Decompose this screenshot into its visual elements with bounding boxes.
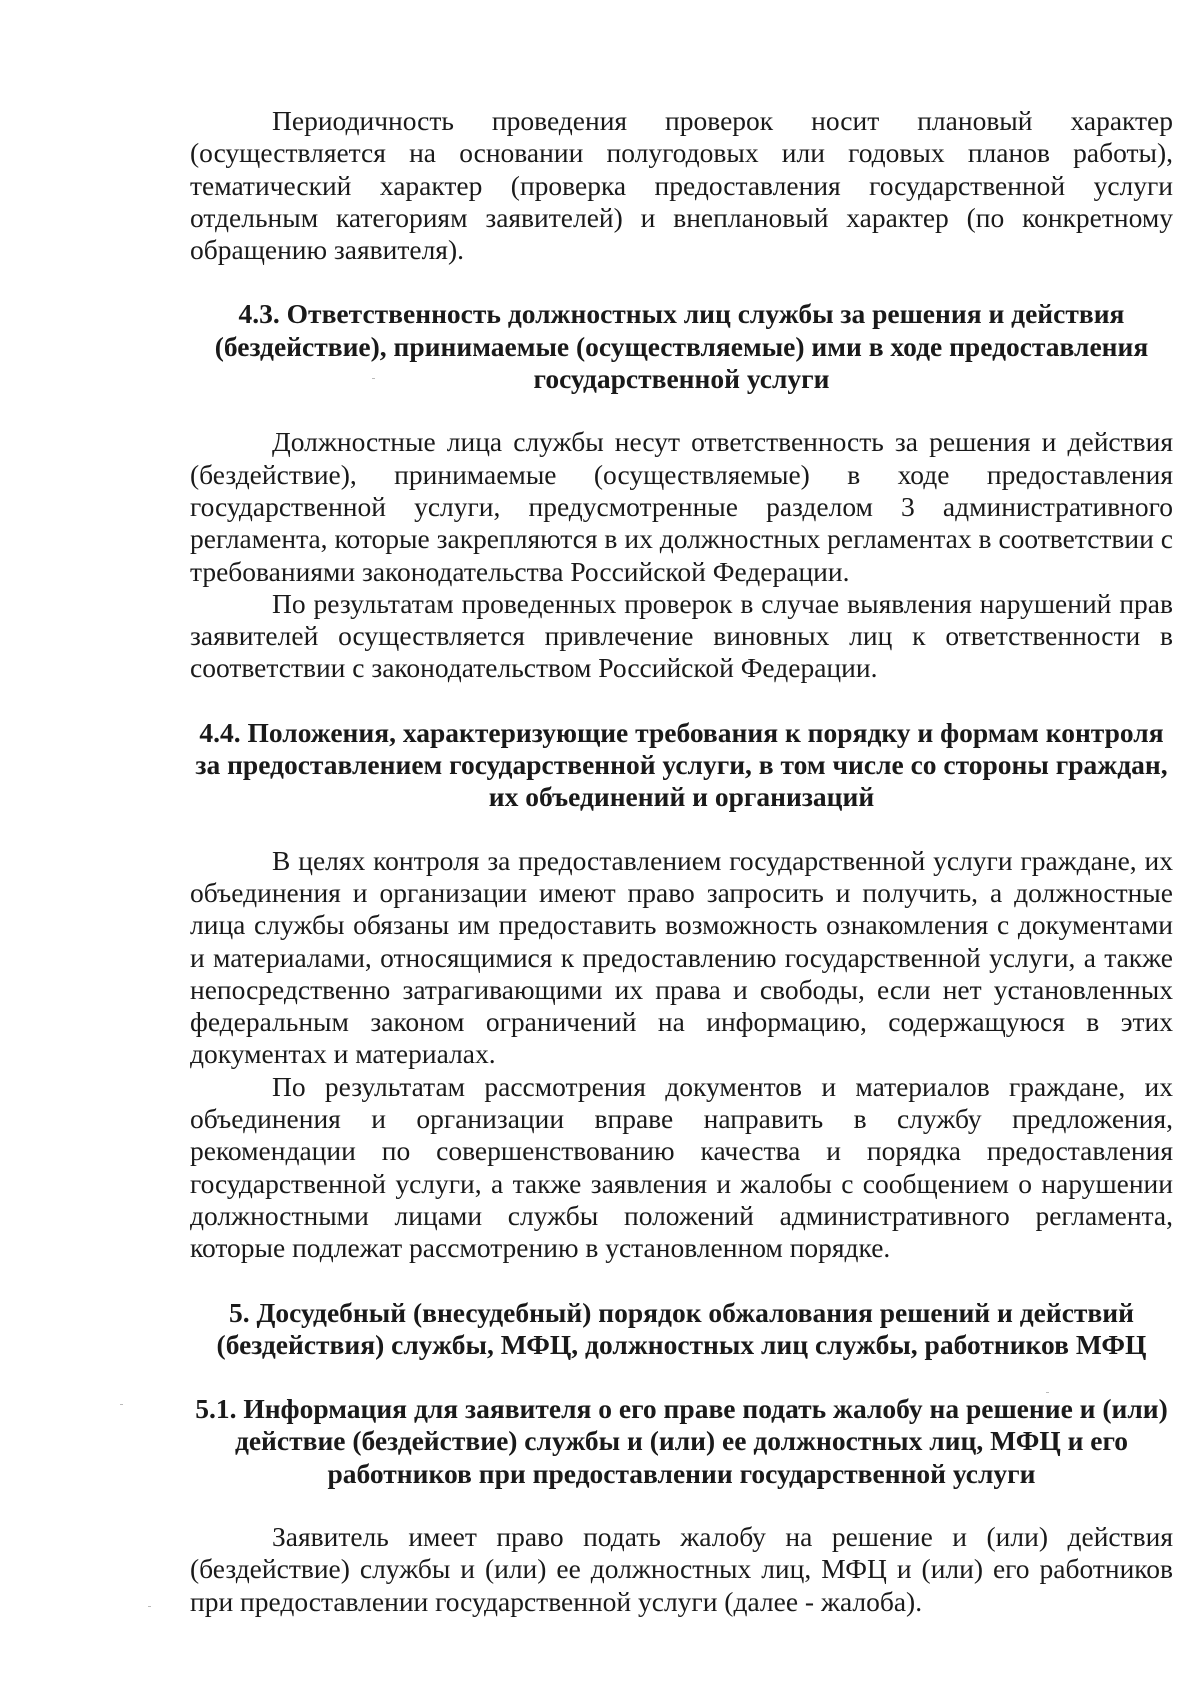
scan-speck (1046, 1392, 1049, 1393)
heading-section-5: 5. Досудебный (внесудебный) порядок обжалования решений и действий (бездействия) службы, МФЦ, должностных лиц службы, работников МФЦ (216, 1296, 1147, 1360)
paragraph-violations-liability: По результатам проведенных проверок в случае выявления нарушений прав заявителей осуществляется привлечение виновных лиц к ответственности в соответствии с законодательством Российской Федерации. (190, 587, 1173, 684)
scan-speck (148, 1606, 151, 1607)
heading-section-4-4: 4.4. Положения, характеризующие требования к порядку и формам контроля за предоставлением государственной услуги, в том числе со стороны граждан, их объединений и организаций (195, 716, 1168, 813)
heading-section-5-1: 5.1. Информация для заявителя о его праве подать жалобу на решение и (или) действие (бездействие) службы и (или) ее должностных лиц, МФЦ и его работников при предоставлении государственной услуги (195, 1393, 1168, 1489)
paragraph-citizen-control: В целях контроля за предоставлением государственной услуги граждане, их объединения и организации имеют право запросить и получить, а должностные лица службы обязаны им предоставить возможность ознакомления с документами и материалами, относящимися к предоставлению государственной услуги, а также непосредственно затрагивающими их права и свободы, если нет установленных федеральным законом ограничений на информацию, содержащуюся в этих документах и материалах. (190, 844, 1173, 1070)
document-body (190, 105, 1173, 1618)
paragraph-complaint-right: Заявитель имеет право подать жалобу на решение и (или) действия (бездействие) службы и (или) ее должностных лиц, МФЦ и (или) его работников при предоставлении государственной услуги (далее - жалоба). (190, 1520, 1173, 1617)
paragraph-inspection-frequency: Периодичность проведения проверок носит плановый характер (осуществляется на основании полугодовых или годовых планов работы), тематический характер (проверка предоставления государственной услуги отдельным категориям заявителей) и внеплановый характер (по конкретному обращению заявителя). (190, 105, 1173, 266)
paragraph-officials-responsibility: Должностные лица службы несут ответственность за решения и действия (бездействие), принимаемые (осуществляемые) в ходе предоставления государственной услуги, предусмотренные разделом 3 административного регламента, которые закрепляются в их должностных регламентах в соответствии с требованиями законодательства Российской Федерации. (190, 426, 1173, 587)
scan-speck (120, 1404, 123, 1405)
paragraph-citizen-proposals: По результатам рассмотрения документов и материалов граждане, их объединения и организации вправе направить в службу предложения, рекомендации по совершенствованию качества и порядка предоставления государственной услуги, а также заявления и жалобы с сообщением о нарушении должностными лицами службы положений административного регламента, которые подлежат рассмотрению в установленном порядке. (190, 1070, 1173, 1264)
scan-speck (372, 378, 375, 379)
heading-section-4-3: 4.3. Ответственность должностных лиц службы за решения и действия (бездействие), принимаемые (осуществляемые) ими в ходе предоставления государственной услуги (214, 298, 1149, 395)
